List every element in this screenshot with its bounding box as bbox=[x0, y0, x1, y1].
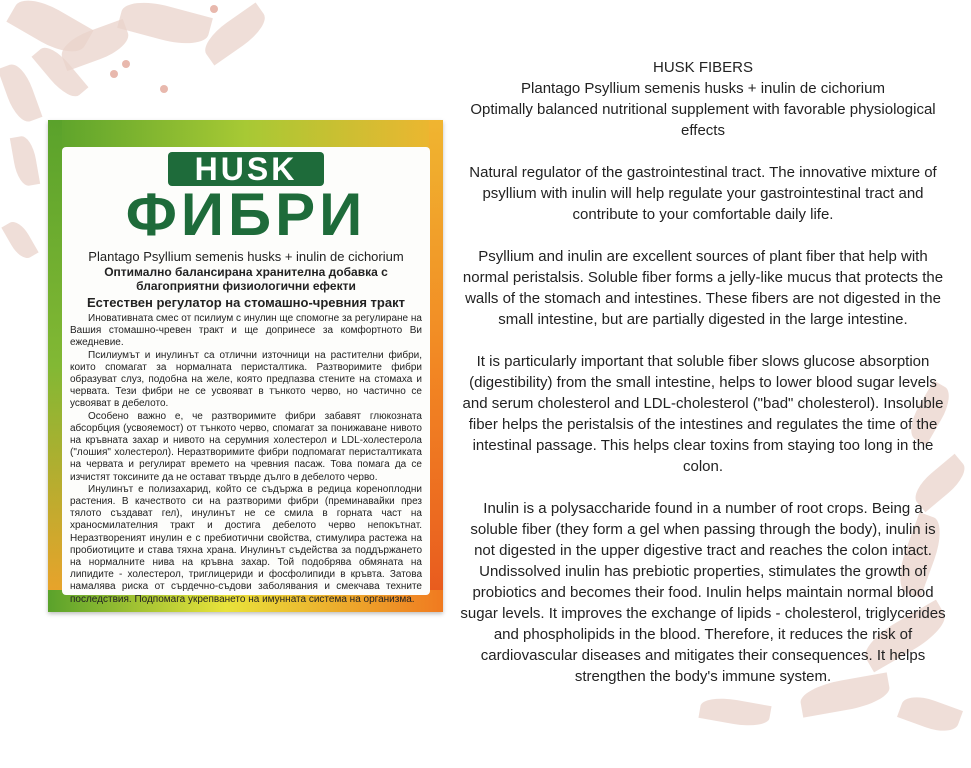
product-body-paragraph: Псилиумът и инулинът са отлични източници на растителни фибри, които спомагат за нормалната перисталтика. Разтворимите фибри образуват слуз, подобна на желе, която предпазва стените на стомаха и червата. Тези фибри не се усвояват в тънкото черво, но частично се усвояват в дебелото. bbox=[70, 349, 422, 410]
description-paragraph: Natural regulator of the gastrointestinal tract. The innovative mixture of psyllium with inulin will help regulate your gastrointestinal tract and contribute to your comfortable daily life. bbox=[469, 164, 937, 223]
product-latin-name: Plantago Psyllium semenis husks + inulin de cichorium bbox=[88, 249, 404, 264]
product-body-paragraph: Инулинът е полизахарид, който се съдържа в редица кореноплодни растения. В качеството си на разтворими фибри (преминавайки през тялото създават гел), инулинът не се смила в горната част на храносмилателния тракт и достига дебелото черво непокътнат. Неразтвореният инулин е с пребиотични свойства, стимулира растежа на пробиотиците и става тяхна храна. Инулинът съдейства за поддържането на нормалните нива на кръвна захар. Той подобрява обмяната на липидите - холестерол, триглицериди и фосфолипиди в кръвта. Затова намалява риска от сърдечно-съдови заболявания и смекчава техните последствия. Подпомага укрепването на имунната система на организма. bbox=[70, 483, 422, 605]
product-regulator-line: Естествен регулатор на стомашно-чревния тракт bbox=[87, 295, 405, 310]
product-body-text bbox=[70, 313, 422, 606]
product-subtitle: Оптимално балансирана хранителна добавка с благоприятни физиологични ефекти bbox=[104, 265, 388, 293]
product-box bbox=[48, 120, 443, 612]
product-body-paragraph: Иновативната смес от псилиум с инулин ще спомогне за регулиране на Вашия стомашно-чревен тракт и ще допринесе за комфортното Ви ежедневие. bbox=[70, 313, 422, 349]
description-paragraph: It is particularly important that soluble fiber slows glucose absorption (digestibility) from the small intestine, helps to lower blood sugar levels and serum cholesterol and LDL-cholesterol ("bad" cholesterol). Insoluble fiber helps the peristalsis of the intestines and regulates the time of the intestinal passage. This helps clear toxins from staying too long in the colon. bbox=[462, 353, 944, 475]
product-title: ФИБРИ bbox=[125, 181, 367, 248]
heading-subtitle: Optimally balanced nutritional supplement with favorable physiological effects bbox=[470, 101, 936, 139]
product-body-paragraph: Особено важно е, че разтворимите фибри забавят глюкозната абсорбция (усвояемост) от тънкото черво, спомагат за понижаване нивото на кръвната захар и нивото на серумния холестерол и LDL-холестерола ("лошия" холестерол). Неразтворимите фибри подпомагат перисталтиката на червата и регулират времето на чревния пасаж. Това помага да се изчистят токсините да не остават твърде дълго в дебелото черво. bbox=[70, 410, 422, 483]
description-paragraph: Inulin is a polysaccharide found in a number of root crops. Being a soluble fiber (they form a gel when passing through the body), inulin is not digested in the upper digestive tract and reaches the colon intact. Undissolved inulin has prebiotic properties, stimulates the growth of probiotics and becomes their food. Inulin helps maintain normal blood sugar levels. It improves the exchange of lipids - cholesterol, triglycerides and phospholipids in the blood. Therefore, it reduces the risk of cardiovascular diseases and mitigates their consequences. It helps strengthen the body's immune system. bbox=[460, 500, 946, 685]
husk-badge: HUSK bbox=[168, 152, 324, 186]
box-left-stripe bbox=[48, 120, 62, 612]
description-heading bbox=[458, 57, 948, 141]
description-paragraph: Psyllium and inulin are excellent sources of plant fiber that help with normal peristalsis. Soluble fiber forms a jelly-like mucus that protects the walls of the stomach and intestines. These fibers are not digested in the small intestine, but are partially digested in the large intestine. bbox=[462, 248, 944, 328]
heading-latin: Plantago Psyllium semenis husks + inulin de cichorium bbox=[521, 80, 885, 97]
product-label-panel bbox=[62, 147, 430, 605]
description-column bbox=[458, 57, 948, 708]
heading-title: HUSK FIBERS bbox=[652, 59, 754, 76]
box-right-stripe bbox=[429, 120, 443, 612]
